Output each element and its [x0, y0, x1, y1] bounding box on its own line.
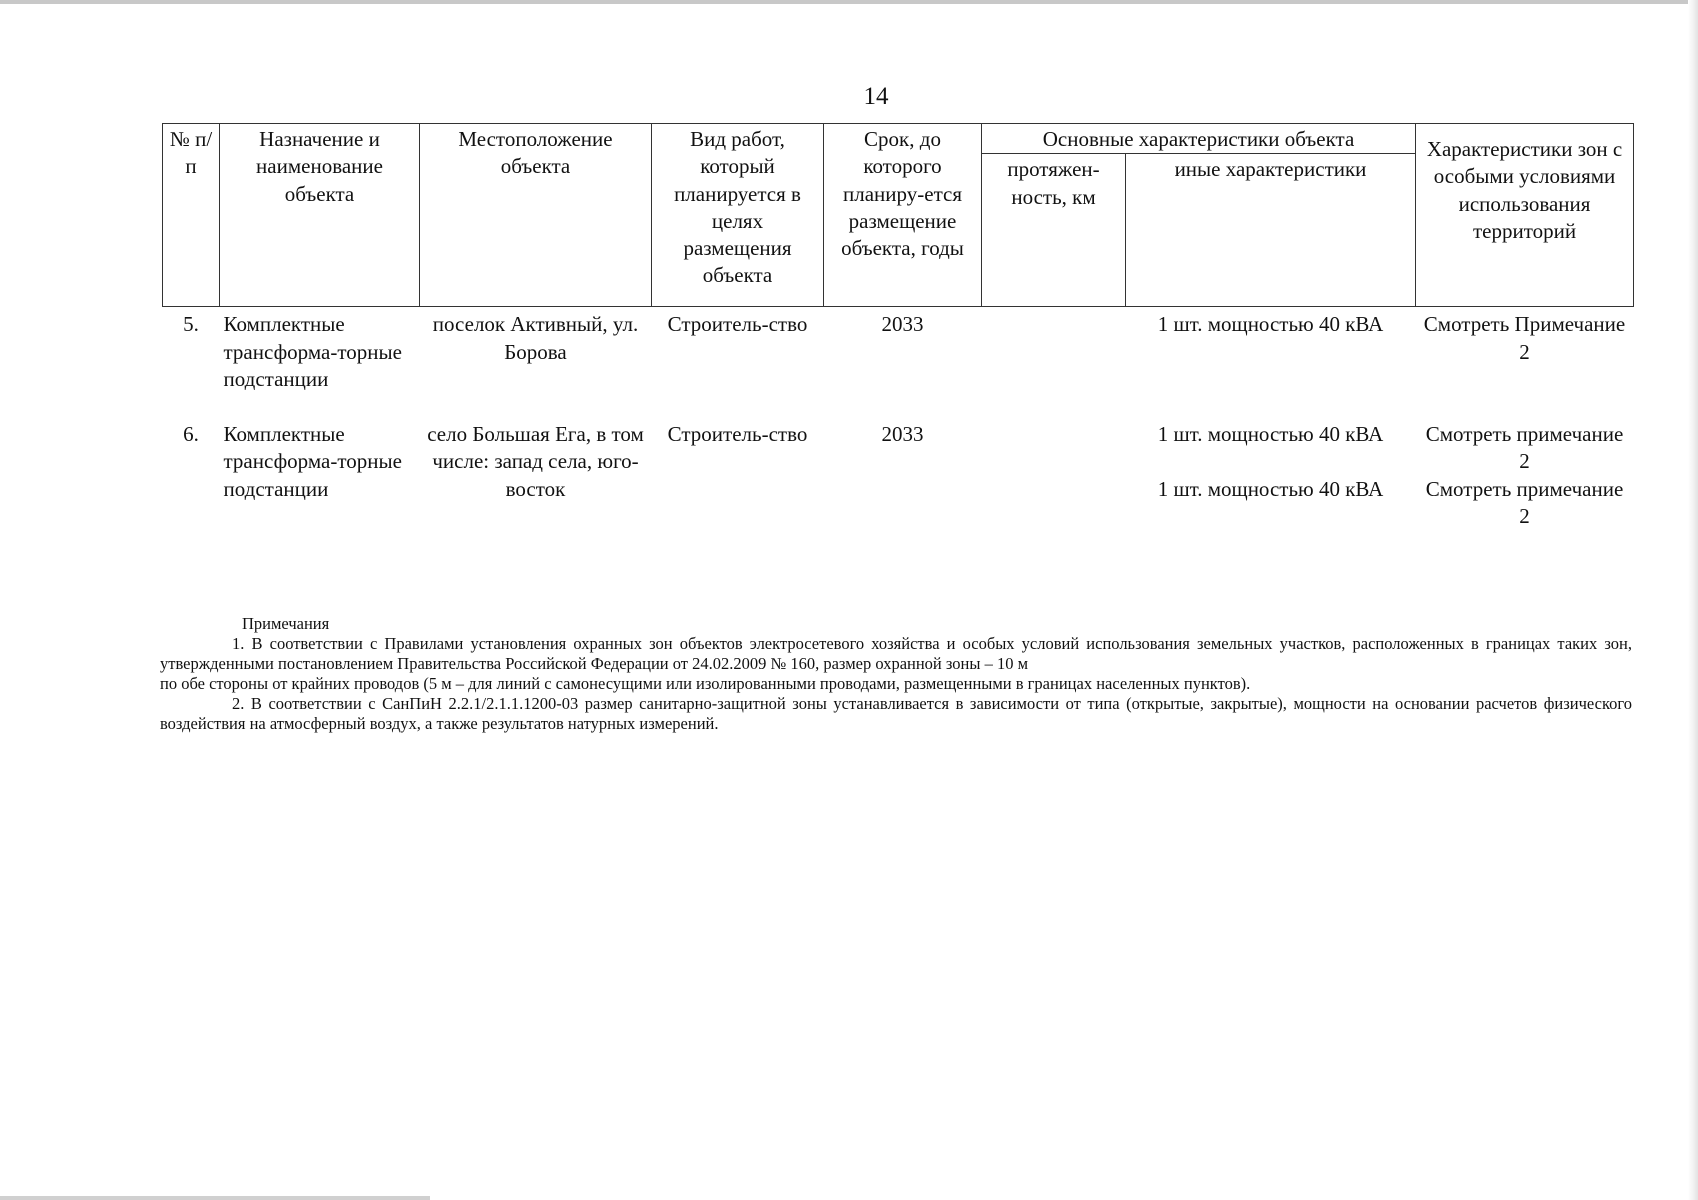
- other-chars-item: 1 шт. мощностью 40 кВА: [1157, 422, 1384, 447]
- header-zones: Характеристики зон с особыми условиями использования территорий: [1416, 124, 1634, 307]
- zones-item: Смотреть примечание 2: [1425, 476, 1624, 529]
- header-other-chars: иные характеристики: [1126, 154, 1416, 307]
- table-row: [163, 307, 1634, 393]
- zones-item: Смотреть примечание 2: [1425, 422, 1624, 474]
- header-num: № п/п: [163, 124, 220, 307]
- table-row: [163, 417, 1634, 530]
- zones-item: Смотреть Примечание 2: [1423, 312, 1626, 364]
- note-1-continuation: по обе стороны от крайних проводов (5 м – для линий с самонесущими или изолированными проводами, размещенными в границах населенных пунктов).: [160, 674, 1251, 693]
- page-number: 14: [863, 83, 889, 110]
- other-chars-item: 1 шт. мощностью 40 кВА: [1157, 477, 1384, 502]
- notes-section: [160, 614, 1632, 734]
- row-work-type: Строитель-ство: [667, 422, 808, 447]
- row-zones: [1416, 307, 1634, 393]
- row-zones: [1416, 417, 1634, 530]
- scan-edge-top: [0, 0, 1698, 4]
- row-length: [982, 307, 1126, 393]
- row-num: 6.: [183, 422, 199, 447]
- header-length: протяжен-ность, км: [982, 154, 1126, 307]
- row-name: Комплектные трансформа-торные подстанции: [223, 312, 402, 391]
- row-spacer: [163, 393, 1634, 417]
- row-name: Комплектные трансформа-торные подстанции: [223, 422, 402, 501]
- row-other-chars: [1126, 307, 1416, 393]
- header-term: Срок, до которого планиру-ется размещение объекта, годы: [824, 124, 982, 307]
- row-work-type: Строитель-ство: [667, 312, 808, 337]
- row-num: 5.: [183, 312, 199, 337]
- scan-edge-right: [1688, 0, 1698, 1200]
- row-term: 2033: [881, 422, 924, 447]
- header-work-type: Вид работ, который планируется в целях размещения объекта: [652, 124, 824, 307]
- header-main-chars: Основные характеристики объекта: [982, 124, 1416, 154]
- header-name: Назначение и наименование объекта: [220, 124, 420, 307]
- row-location: поселок Активный, ул. Борова: [432, 312, 639, 364]
- row-term: 2033: [881, 312, 924, 337]
- row-location: село Большая Ега, в том числе: запад села, юго-восток: [427, 422, 644, 501]
- row-length: [982, 417, 1126, 530]
- scan-edge-bottom: [0, 1196, 430, 1200]
- planned-objects-table: [162, 123, 1634, 530]
- other-chars-item: 1 шт. мощностью 40 кВА: [1157, 312, 1384, 337]
- header-location: Местоположение объекта: [420, 124, 652, 307]
- notes-heading: Примечания: [242, 614, 330, 633]
- note-1: 1. В соответствии с Правилами установления охранных зон объектов электросетевого хозяйства и особых условий использования земельных участков, расположенных в границах таких зон, утвержденными постановлением Правительства Российской Федерации от 24.02.2009 № 160, размер охранной зоны – 10 м: [160, 634, 1632, 673]
- note-2: 2. В соответствии с СанПиН 2.2.1/2.1.1.1200-03 размер санитарно-защитной зоны устанавливается в зависимости от типа (открытые, закрытые), мощности на основании расчетов физического воздействия на атмосферный воздух, а также результатов натурных измерений.: [160, 694, 1632, 733]
- row-other-chars: [1126, 417, 1416, 530]
